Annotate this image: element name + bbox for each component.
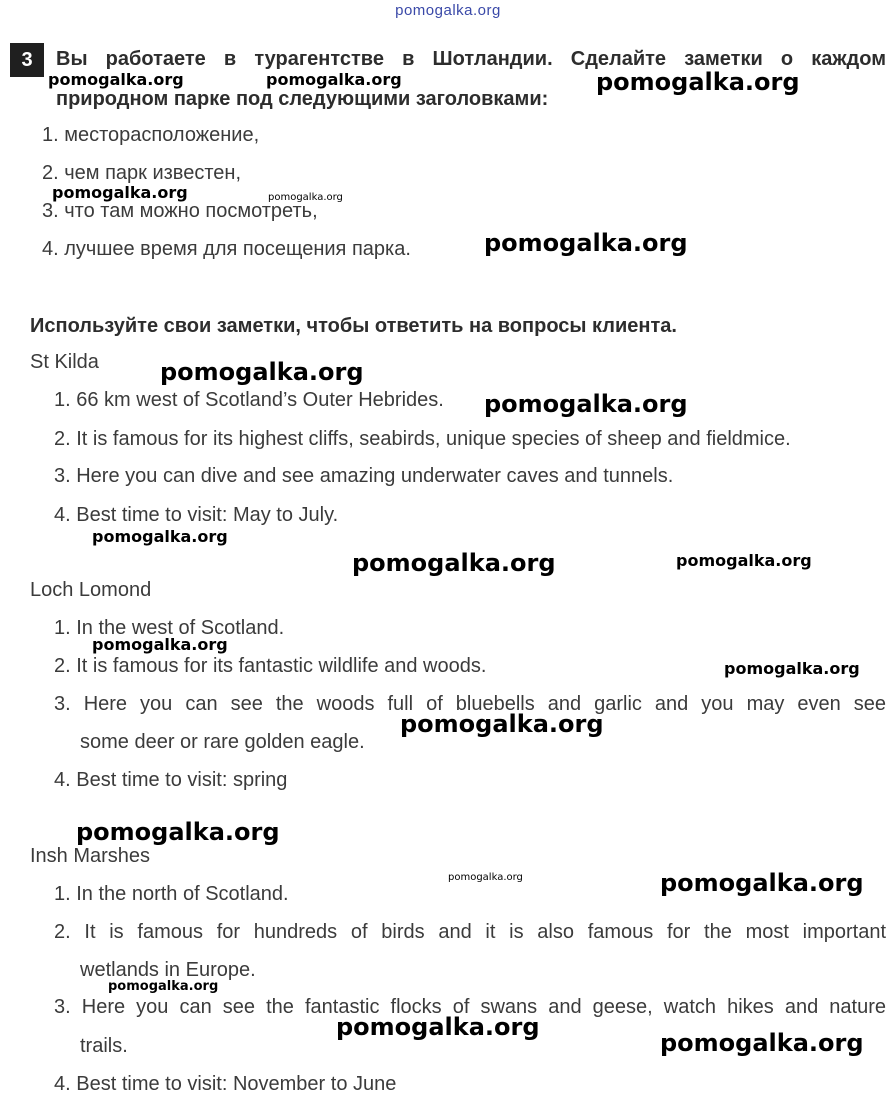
- watermark: pomogalka.org: [160, 358, 364, 386]
- list-item: 1. 66 km west of Scotland’s Outer Hebrides.: [54, 389, 444, 411]
- park-title-loch-lomond: Loch Lomond: [30, 579, 152, 601]
- list-item: 1. In the west of Scotland.: [54, 617, 285, 639]
- park-title-st-kilda: St Kilda: [30, 351, 99, 373]
- answer-instruction: Используйте свои заметки, чтобы ответить на вопросы клиента.: [30, 315, 677, 337]
- watermark: pomogalka.org: [52, 183, 188, 202]
- list-item: 3. Here you can dive and see amazing underwater caves and tunnels.: [54, 465, 674, 487]
- watermark: pomogalka.org: [48, 70, 184, 89]
- watermark: pomogalka.org: [268, 192, 343, 203]
- watermark: pomogalka.org: [92, 527, 228, 546]
- list-item: 1. In the north of Scotland.: [54, 883, 289, 905]
- watermark: pomogalka.org: [676, 551, 812, 570]
- task-instruction-line-2: природном парке под следующими заголовками:: [56, 88, 549, 110]
- list-item: 2. It is famous for hundreds of birds and it is also famous for the most important: [54, 921, 886, 943]
- heading-item-location: 1. месторасположение,: [42, 124, 260, 146]
- watermark: pomogalka.org: [352, 549, 556, 577]
- watermark: pomogalka.org: [448, 872, 523, 883]
- watermark: pomogalka.org: [108, 979, 219, 994]
- heading-item-what-to-see: 3. что там можно посмотреть,: [42, 200, 318, 222]
- list-item: 2. It is famous for its highest cliffs, seabirds, unique species of sheep and fieldmice.: [54, 428, 791, 450]
- list-item-continuation: wetlands in Europe.: [80, 959, 256, 981]
- watermark: pomogalka.org: [484, 229, 688, 257]
- list-item: 2. It is famous for its fantastic wildlife and woods.: [54, 655, 487, 677]
- watermark: pomogalka.org: [724, 659, 860, 678]
- watermark: pomogalka.org: [266, 70, 402, 89]
- site-watermark-header: pomogalka.org: [395, 2, 501, 19]
- watermark: pomogalka.org: [660, 1029, 864, 1057]
- list-item-continuation: some deer or rare golden eagle.: [80, 731, 365, 753]
- park-title-insh-marshes: Insh Marshes: [30, 845, 151, 867]
- list-item: 4. Best time to visit: spring: [54, 769, 288, 791]
- heading-item-best-time: 4. лучшее время для посещения парка.: [42, 238, 411, 260]
- list-item-continuation: trails.: [80, 1035, 128, 1057]
- list-item: 4. Best time to visit: November to June: [54, 1073, 397, 1095]
- task-instruction-line-1: Вы работаете в турагентстве в Шотландии. Сделайте заметки о каждом: [56, 48, 886, 70]
- watermark: pomogalka.org: [92, 635, 228, 654]
- watermark: pomogalka.org: [76, 818, 280, 846]
- list-item: 3. Here you can see the fantastic flocks of swans and geese, watch hikes and nature: [54, 996, 886, 1018]
- task-number-badge: 3: [10, 43, 44, 77]
- heading-item-famous-for: 2. чем парк известен,: [42, 162, 241, 184]
- watermark: pomogalka.org: [596, 68, 800, 96]
- watermark: pomogalka.org: [400, 710, 604, 738]
- watermark: pomogalka.org: [336, 1013, 540, 1041]
- watermark: pomogalka.org: [484, 390, 688, 418]
- watermark: pomogalka.org: [660, 869, 864, 897]
- list-item: 3. Here you can see the woods full of bluebells and garlic and you may even see: [54, 693, 886, 715]
- list-item: 4. Best time to visit: May to July.: [54, 504, 339, 526]
